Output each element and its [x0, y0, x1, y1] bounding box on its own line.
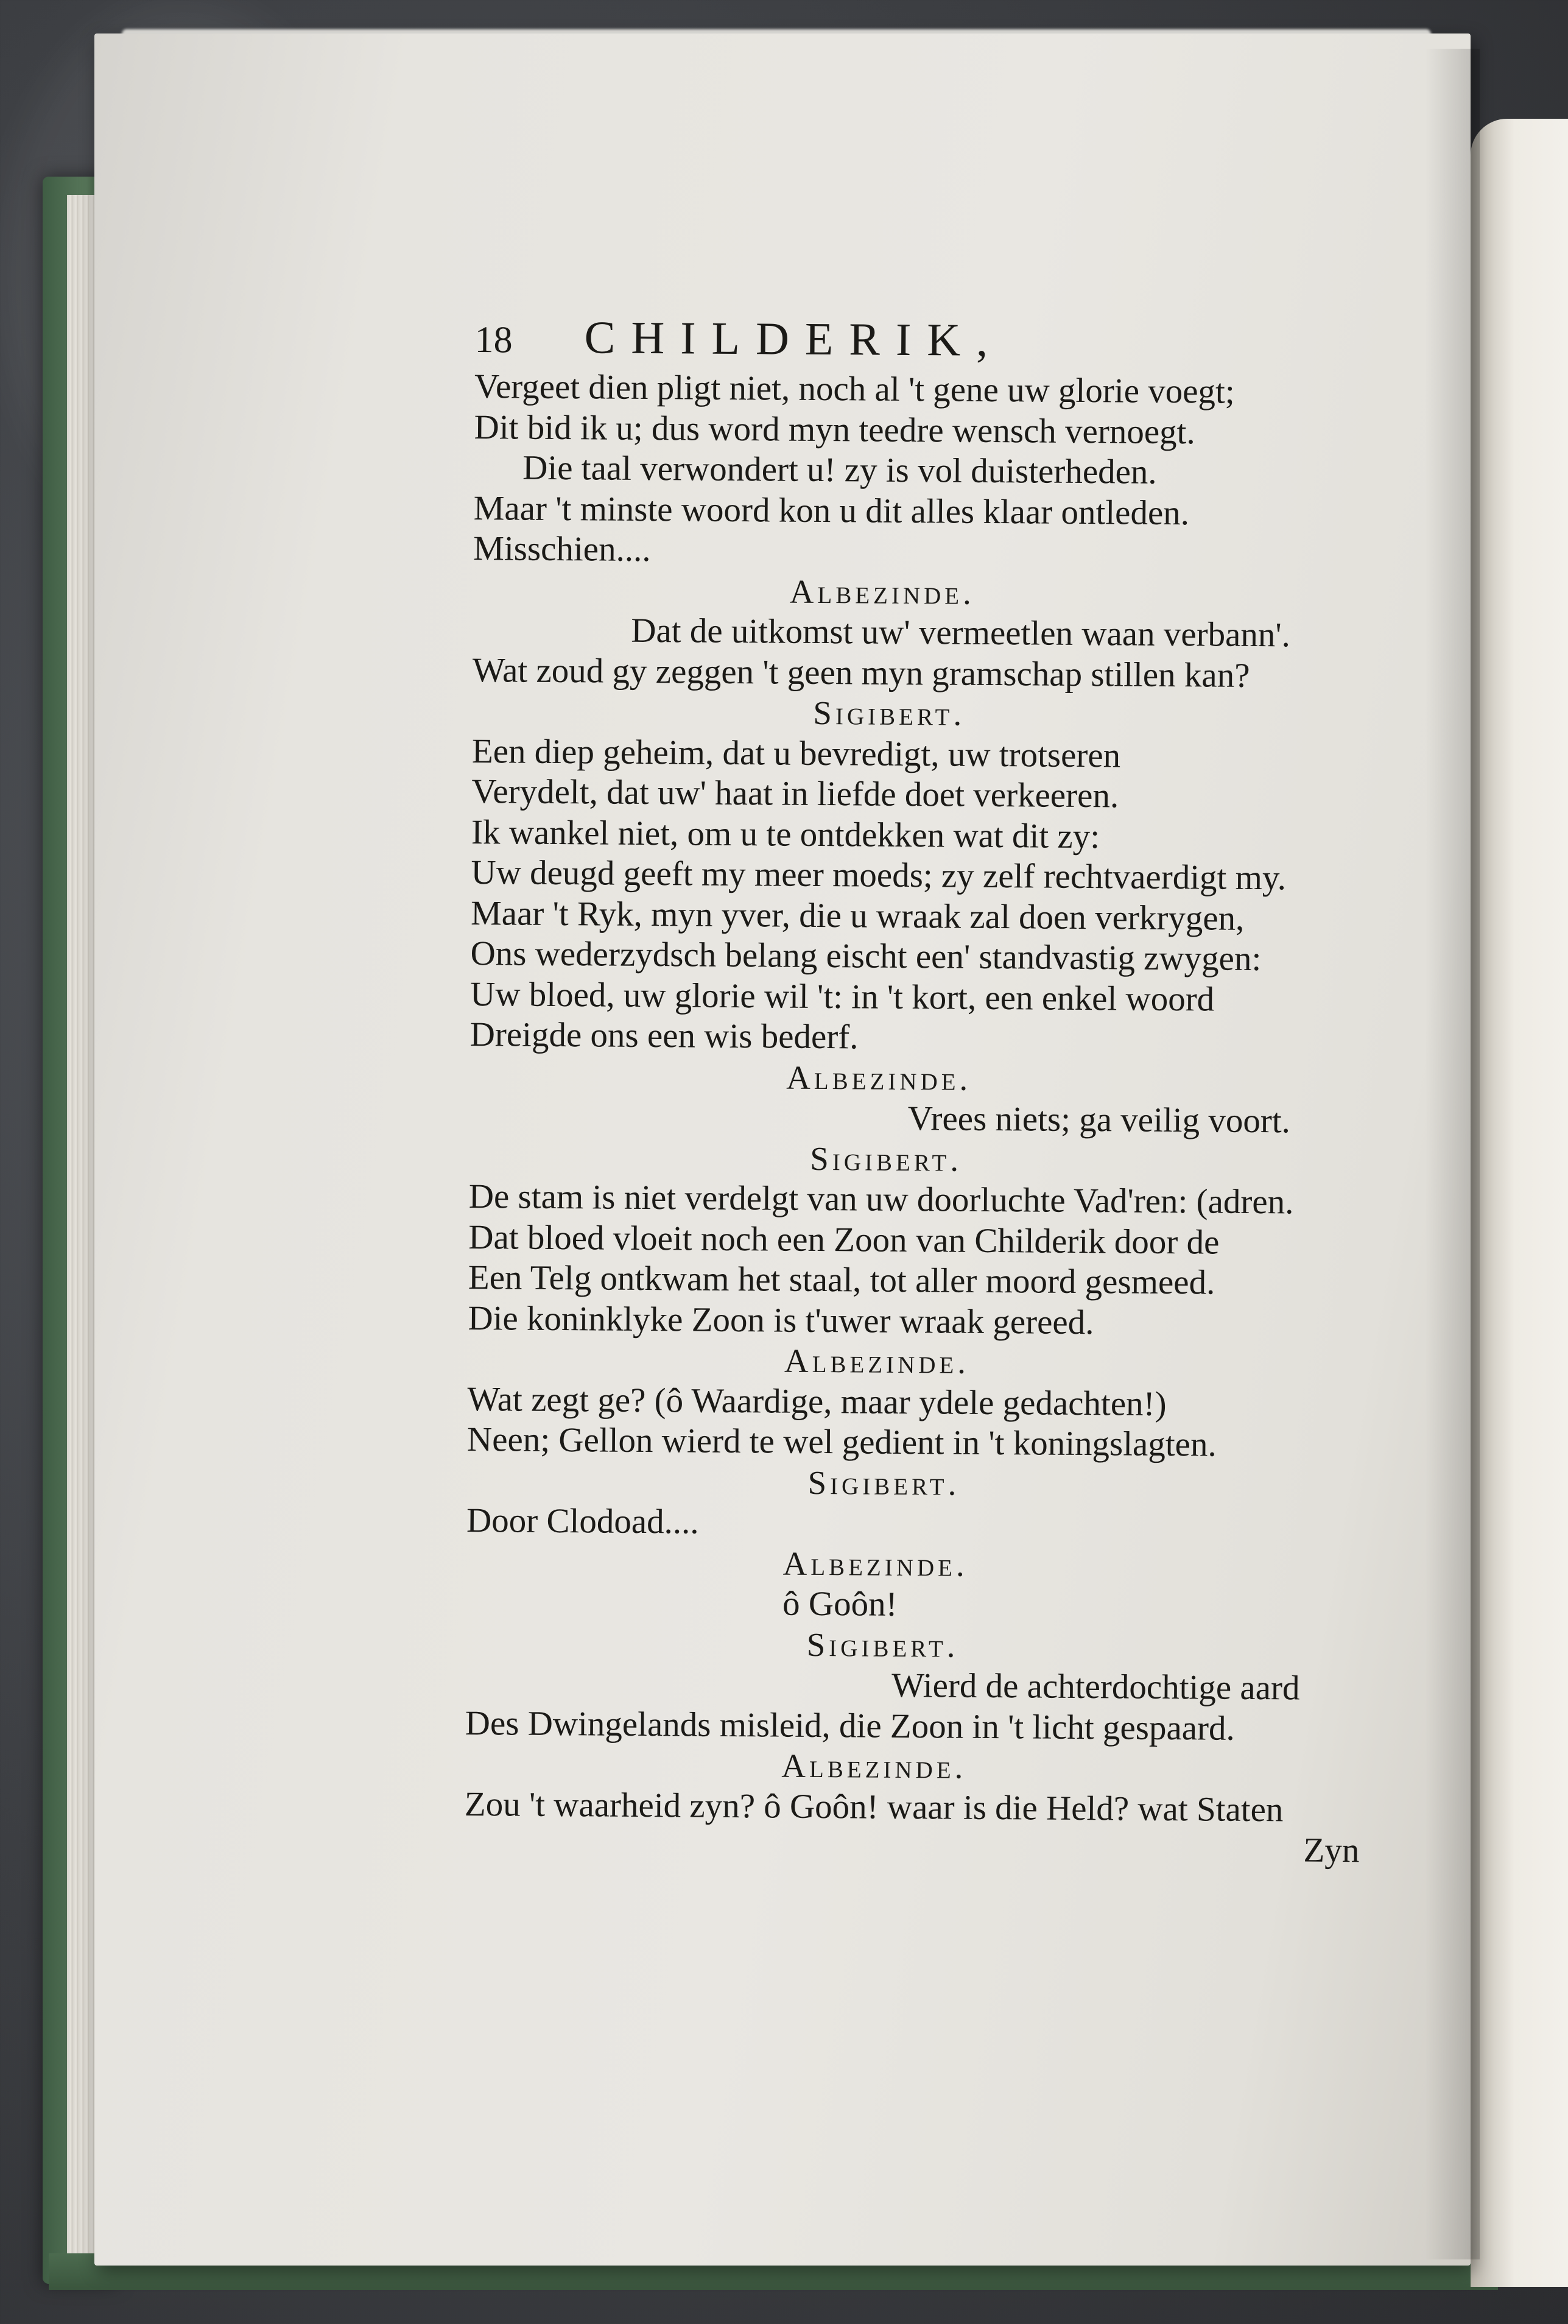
speaker-name: Albezinde.: [782, 1544, 968, 1583]
verse-line: Misschien....: [473, 529, 651, 569]
verse-line: Des Dwingelands misleid, die Zoon in 't licht gespaard.: [465, 1703, 1236, 1748]
verse-line: Dreigde ons een wis bederf.: [469, 1015, 859, 1057]
page-number: 18: [474, 319, 513, 361]
speaker-name: Sigibert.: [813, 694, 966, 733]
verse-line: De stam is niet verdelgt van uw doorluchte Vad'ren: (adren.: [468, 1177, 1294, 1222]
gutter-shadow: [1425, 49, 1480, 2259]
verse-line: Wat zoud gy zeggen 't geen myn gramschap stillen kan?: [472, 650, 1250, 695]
speaker-name: Albezinde.: [786, 1058, 972, 1097]
speaker-name: Sigibert.: [810, 1139, 963, 1178]
verse-line: Vergeet dien pligt niet, noch al 't gene uw glorie voegt;: [474, 367, 1235, 411]
speaker-name: Albezinde.: [789, 572, 976, 611]
verse-line: Maar 't Ryk, myn yver, die u wraak zal doen verkrygen,: [470, 893, 1245, 938]
verse-line: Dat bloed vloeit noch een Zoon van Childerik door de: [468, 1217, 1220, 1262]
verse-line: Uw deugd geeft my meer moeds; zy zelf rechtvaerdigt my.: [471, 853, 1287, 898]
verse-line: ô Goôn!: [782, 1584, 898, 1624]
page-header: [474, 311, 1376, 373]
catchword: Zyn: [1303, 1831, 1360, 1870]
verse-line: Dit bid ik u; dus word myn teedre wensch vernoegt.: [474, 407, 1195, 451]
verse-line: Neen; Gellon wierd te wel gedient in 't koningslagten.: [466, 1420, 1217, 1464]
verse-line: Die koninklyke Zoon is t'uwer wraak gereed.: [468, 1298, 1094, 1342]
speaker-name: Albezinde.: [784, 1342, 970, 1381]
verse-line: Door Clodoad....: [466, 1501, 699, 1541]
verse-line: Wat zegt ge? (ô Waardige, maar ydele gedachten!): [467, 1379, 1167, 1423]
verse-line: Die taal verwondert u! zy is vol duisterheden.: [522, 448, 1157, 491]
facing-page-edge: [1471, 119, 1568, 2287]
verse-line: Ik wankel niet, om u te ontdekken wat dit zy:: [471, 812, 1100, 856]
verse-line: Uw bloed, uw glorie wil 't: in 't kort, een enkel woord: [469, 974, 1215, 1019]
page-text-block: [464, 311, 1376, 1872]
verse-line: Een diep geheim, dat u bevredigt, uw trotseren: [471, 731, 1121, 775]
verse-line: Verydelt, dat uw' haat in liefde doet verkeeren.: [471, 772, 1119, 815]
verse-lines: [465, 367, 1376, 1831]
verse-line: Vrees niets; ga veilig voort.: [907, 1099, 1291, 1141]
verse-line: Zou 't waarheid zyn? ô Goôn! waar is die Held? wat Staten: [464, 1784, 1284, 1829]
catchword-line: [464, 1825, 1365, 1872]
speaker-name: Sigibert.: [806, 1625, 959, 1664]
verse-line: Maar 't minste woord kon u dit alles klaar ontleden.: [473, 488, 1190, 532]
running-title: CHILDERIK,: [584, 312, 1004, 367]
verse-line: Dat de uitkomst uw' vermeetlen waan verbann'.: [631, 611, 1291, 655]
verse-line: Ons wederzydsch belang eischt een' standvastig zwygen:: [470, 934, 1262, 979]
speaker-name: Sigibert.: [807, 1463, 960, 1502]
verse-line: Wierd de achterdochtige aard: [891, 1666, 1300, 1708]
speaker-name: Albezinde.: [781, 1747, 967, 1786]
verse-line: Een Telg ontkwam het staal, tot aller moord gesmeed.: [468, 1258, 1215, 1302]
